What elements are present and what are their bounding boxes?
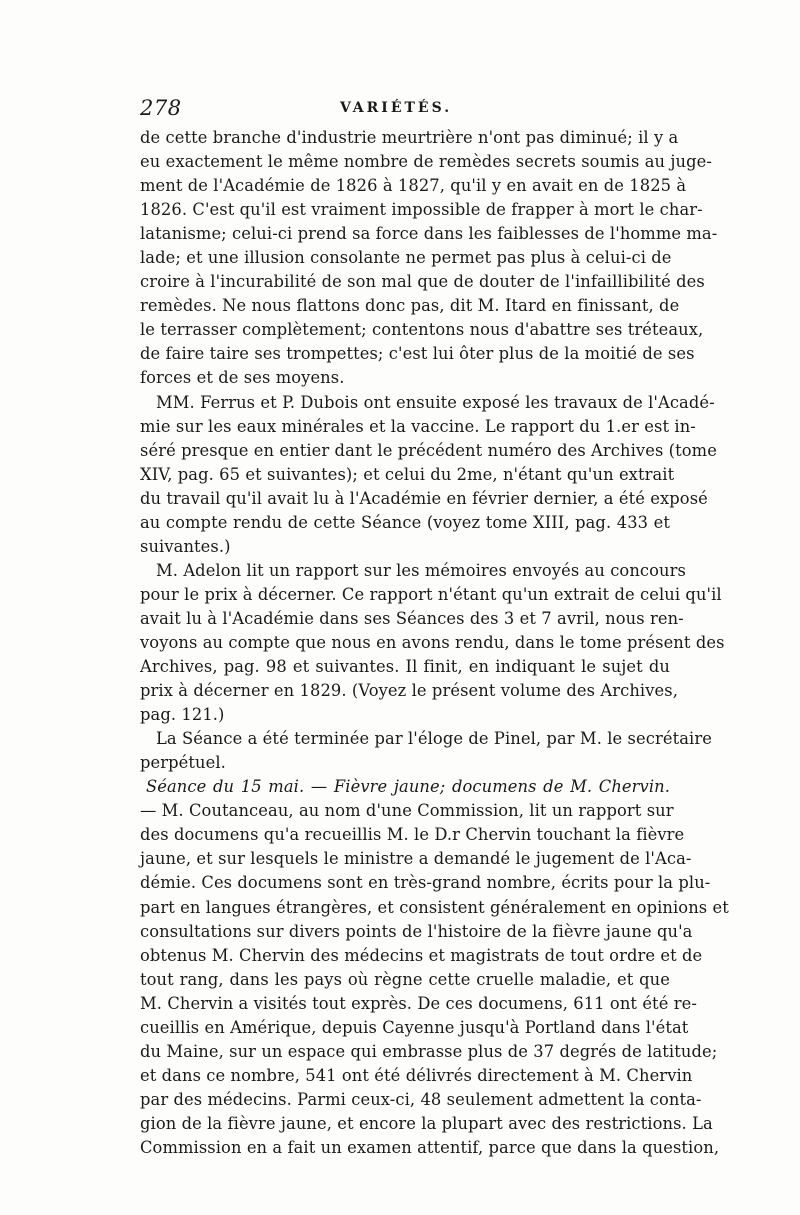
- text-line: latanisme; celui-ci prend sa force dans les faiblesses de l'homme ma-: [140, 224, 718, 244]
- text-line: forces et de ses moyens.: [140, 368, 345, 388]
- text-line: voyons au compte que nous en avons rendu, dans le tome présent des: [140, 632, 725, 652]
- paragraph-start-line: La Séance a été terminée par l'éloge de Pinel, par M. le secrétaire: [156, 729, 712, 749]
- running-head: VARIÉTÉS.: [340, 100, 453, 116]
- text-line: remèdes. Ne nous flattons donc pas, dit M. Itard en finissant, de: [140, 296, 680, 316]
- text-line: pag. 121.): [140, 705, 225, 725]
- text-line: suivantes.): [140, 536, 231, 556]
- text-line: Archives, pag. 98 et suivantes. Il finit, en indiquant le sujet du: [140, 657, 670, 677]
- text-line: de faire taire ses trompettes; c'est lui ôter plus de la moitié de ses: [140, 344, 695, 364]
- text-line: de cette branche d'industrie meurtrière n'ont pas diminué; il y a: [140, 128, 679, 147]
- text-line: — M. Coutanceau, au nom d'une Commission, lit un rapport sur: [140, 801, 674, 821]
- page-number: 278: [140, 96, 182, 120]
- text-line: démie. Ces documens sont en très-grand nombre, écrits pour la plu-: [140, 873, 711, 893]
- paragraph-start-line: M. Adelon lit un rapport sur les mémoires envoyés au concours: [156, 560, 686, 580]
- text-line: part en langues étrangères, et consistent généralement en opinions et: [140, 897, 729, 917]
- page-header: [140, 96, 668, 122]
- text-line: prix à décerner en 1829. (Voyez le présent volume des Archives,: [140, 681, 679, 701]
- text-line: perpétuel.: [140, 753, 226, 773]
- text-line: et dans ce nombre, 541 ont été délivrés directement à M. Chervin: [140, 1065, 693, 1085]
- section-heading-line: Séance du 15 mai. — Fièvre jaune; documens de M. Chervin.: [146, 777, 670, 797]
- text-line: XIV, pag. 65 et suivantes); et celui du 2me, n'étant qu'un extrait: [140, 464, 675, 484]
- text-line: tout rang, dans les pays où règne cette cruelle maladie, et que: [140, 969, 670, 989]
- text-line: séré presque en entier dant le précédent numéro des Archives (tome: [140, 440, 717, 460]
- text-line: croire à l'incurabilité de son mal que de douter de l'infaillibilité des: [140, 272, 705, 292]
- text-line: Commission en a fait un examen attentif, parce que dans la question,: [140, 1137, 720, 1157]
- body-text: [140, 126, 729, 1160]
- text-line: pour le prix à décerner. Ce rapport n'étant qu'un extrait de celui qu'il: [140, 584, 722, 604]
- text-line: du Maine, sur un espace qui embrasse plus de 37 degrés de latitude;: [140, 1041, 718, 1061]
- text-line: le terrasser complètement; contentons nous d'abattre ses tréteaux,: [140, 320, 704, 340]
- text-line: gion de la fièvre jaune, et encore la plupart avec des restrictions. La: [140, 1113, 713, 1133]
- text-line: jaune, et sur lesquels le ministre a demandé le jugement de l'Aca-: [140, 849, 692, 869]
- paragraph-start-line: MM. Ferrus et P. Dubois ont ensuite exposé les travaux de l'Acadé-: [156, 392, 715, 412]
- text-line: du travail qu'il avait lu à l'Académie en février dernier, a été exposé: [140, 488, 708, 508]
- text-line: cueillis en Amérique, depuis Cayenne jusqu'à Portland dans l'état: [140, 1017, 689, 1037]
- text-line: consultations sur divers points de l'histoire de la fièvre jaune qu'a: [140, 921, 693, 941]
- text-line: eu exactement le même nombre de remèdes secrets soumis au juge-: [140, 152, 712, 172]
- text-line: au compte rendu de cette Séance (voyez tome XIII, pag. 433 et: [140, 512, 670, 532]
- text-line: mie sur les eaux minérales et la vaccine. Le rapport du 1.er est in-: [140, 416, 696, 436]
- text-line: par des médecins. Parmi ceux-ci, 48 seulement admettent la conta-: [140, 1089, 702, 1109]
- text-line: M. Chervin a visités tout exprès. De ces documens, 611 ont été re-: [140, 993, 697, 1013]
- text-line: 1826. C'est qu'il est vraiment impossible de frapper à mort le char-: [140, 200, 703, 220]
- text-line: ment de l'Académie de 1826 à 1827, qu'il y en avait en de 1825 à: [140, 176, 687, 196]
- text-line: obtenus M. Chervin des médecins et magistrats de tout ordre et de: [140, 945, 703, 965]
- text-line: lade; et une illusion consolante ne permet pas plus à celui-ci de: [140, 248, 672, 268]
- text-line: avait lu à l'Académie dans ses Séances des 3 et 7 avril, nous ren-: [140, 608, 684, 628]
- text-line: des documens qu'a recueillis M. le D.r Chervin touchant la fièvre: [140, 825, 685, 845]
